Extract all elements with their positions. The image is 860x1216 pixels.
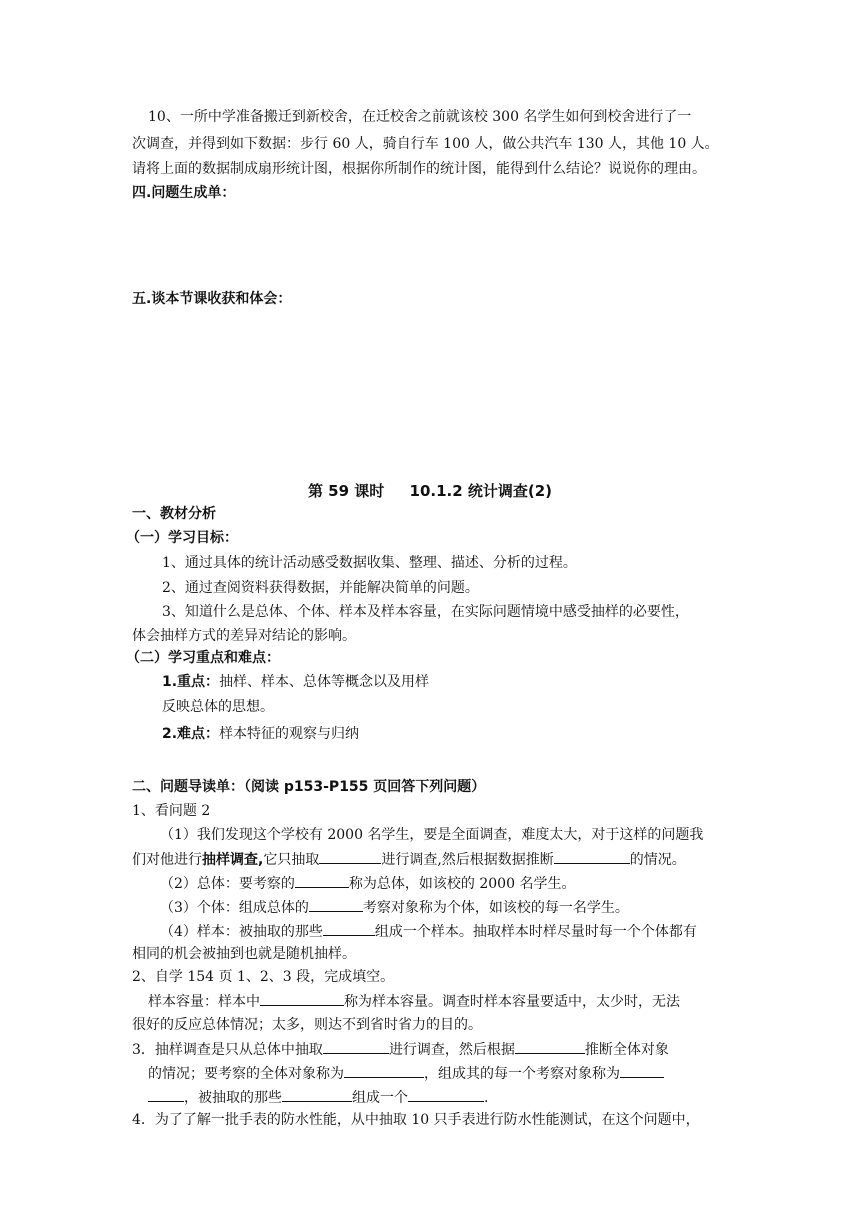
p2-text-b: 称为总体，如该校的 2000 名学生。 bbox=[348, 876, 576, 892]
capacity-text-b: 称为样本容量。调查时样本容量要适中，太少时，无法 bbox=[344, 994, 680, 1010]
blank-field[interactable] bbox=[515, 1039, 585, 1054]
key-point-label: 1.重点： bbox=[162, 674, 220, 690]
section-4-heading: 四.问题生成单： bbox=[132, 185, 236, 201]
p1-bold-term: 抽样调查, bbox=[202, 852, 264, 868]
key-point bbox=[162, 672, 762, 692]
p2-text-a: （2）总体：要考察的 bbox=[160, 876, 295, 892]
blank-field[interactable] bbox=[319, 849, 381, 864]
blank-field[interactable] bbox=[295, 873, 349, 888]
blank-field[interactable] bbox=[260, 991, 344, 1006]
blank-field[interactable] bbox=[282, 1087, 352, 1102]
p1-text-b: 它只抽取 bbox=[263, 852, 320, 868]
part2-heading: 二、问题导读单：（阅读 p153-P155 页回答下列问题） bbox=[132, 779, 486, 795]
blank-field[interactable] bbox=[148, 1087, 184, 1102]
p1-text-a: 们对他进行 bbox=[132, 852, 202, 868]
goal-1: 1、通过具体的统计活动感受数据收集、整理、描述、分析的过程。 bbox=[162, 555, 577, 571]
capacity-line-2: 很好的反应总体情况；太多，则达不到省时省力的目的。 bbox=[132, 1017, 482, 1033]
p2-line bbox=[160, 873, 760, 893]
goal-3-line-1: 3、知道什么是总体、个体、样本及样本容量，在实际问题情境中感受抽样的必要性， bbox=[162, 604, 689, 620]
lesson-topic: 10.1.2 统计调查(2) bbox=[409, 482, 553, 500]
lesson-number: 第 59 课时 bbox=[307, 482, 385, 500]
goals-heading: （一）学习目标： bbox=[126, 530, 238, 546]
q3-text-g: 组成一个 bbox=[352, 1090, 408, 1106]
q3-line-2 bbox=[148, 1063, 748, 1083]
key-point-text: 抽样、样本、总体等概念以及用样 bbox=[219, 674, 430, 690]
blank-field[interactable] bbox=[309, 897, 363, 912]
q10-line-1: 10、一所中学准备搬迁到新校舍，在迁校舍之前就该校 300 名学生如何到校舍进行了一 bbox=[148, 109, 692, 125]
q3-text-b: 进行调查，然后根据 bbox=[388, 1042, 515, 1058]
lesson-title bbox=[0, 480, 860, 501]
p4-text-a: （4）样本：被抽取的那些 bbox=[160, 924, 323, 940]
blank-field[interactable] bbox=[344, 1063, 424, 1078]
section-5-heading: 五.谈本节课收获和体会： bbox=[132, 291, 292, 307]
q3-text-e: ，组成其的每一个考察对象称为 bbox=[424, 1066, 620, 1082]
goal-3-line-2: 体会抽样方式的差异对结论的影响。 bbox=[132, 628, 356, 644]
difficult-point-text: 样本特征的观察与归纳 bbox=[219, 726, 360, 742]
goal-2: 2、通过查阅资料获得数据，并能解决简单的问题。 bbox=[162, 580, 479, 596]
p1-text-c: 进行调查,然后根据数据推断 bbox=[381, 852, 554, 868]
q3-text-f: ，被抽取的那些 bbox=[184, 1090, 282, 1106]
focus-heading: （二）学习重点和难点： bbox=[126, 650, 280, 666]
item-2: 2、自学 154 页 1、2、3 段，完成填空。 bbox=[132, 969, 395, 985]
q10-line-3: 请将上面的数据制成扇形统计图，根据你所制作的统计图，能得到什么结论？说说你的理由。 bbox=[132, 161, 706, 177]
q3-text-d: 的情况；要考察的全体对象称为 bbox=[148, 1066, 344, 1082]
q10-line-2: 次调查，并得到如下数据：步行 60 人，骑自行车 100 人，做公共汽车 130 人，其他 10 人。 bbox=[132, 136, 719, 152]
blank-field[interactable] bbox=[323, 921, 375, 936]
p3-text-b: 考察对象称为个体，如该校的每一名学生。 bbox=[362, 900, 629, 916]
item-1: 1、看问题 2 bbox=[132, 803, 211, 819]
q3-text-a: 3．抽样调查是只从总体中抽取 bbox=[132, 1042, 323, 1058]
capacity-text-a: 样本容量：样本中 bbox=[148, 994, 260, 1010]
q4-line: 4．为了了解一批手表的防水性能，从中抽取 10 只手表进行防水性能测试，在这个问题中， bbox=[132, 1112, 700, 1128]
p4-line-2: 相同的机会被抽到也就是随机抽样。 bbox=[132, 946, 356, 962]
p3-line bbox=[160, 897, 760, 917]
q3-text-c: 推断全体对象 bbox=[584, 1042, 669, 1058]
p1-line-1: （1）我们发现这个学校有 2000 名学生，要是全面调查，难度太大，对于这样的问题我 bbox=[160, 827, 704, 843]
q3-line-1 bbox=[132, 1039, 732, 1059]
q3-text-h: . bbox=[484, 1090, 489, 1106]
p3-text-a: （3）个体：组成总体的 bbox=[160, 900, 309, 916]
blank-field[interactable] bbox=[408, 1087, 484, 1102]
p4-text-b: 组成一个样本。抽取样本时样尽量时每一个个体都有 bbox=[374, 924, 697, 940]
p4-line-1 bbox=[160, 921, 760, 941]
difficult-point-label: 2.难点： bbox=[162, 726, 220, 742]
p1-text-d: 的情况。 bbox=[629, 852, 686, 868]
capacity-line-1 bbox=[148, 991, 748, 1011]
key-point-line-2: 反映总体的思想。 bbox=[162, 699, 274, 715]
difficult-point bbox=[162, 724, 762, 744]
q3-line-3 bbox=[148, 1087, 748, 1107]
blank-field[interactable] bbox=[620, 1063, 664, 1078]
part1-heading: 一、教材分析 bbox=[132, 506, 216, 522]
p1-line-2 bbox=[132, 849, 732, 869]
blank-field[interactable] bbox=[554, 849, 630, 864]
blank-field[interactable] bbox=[323, 1039, 389, 1054]
